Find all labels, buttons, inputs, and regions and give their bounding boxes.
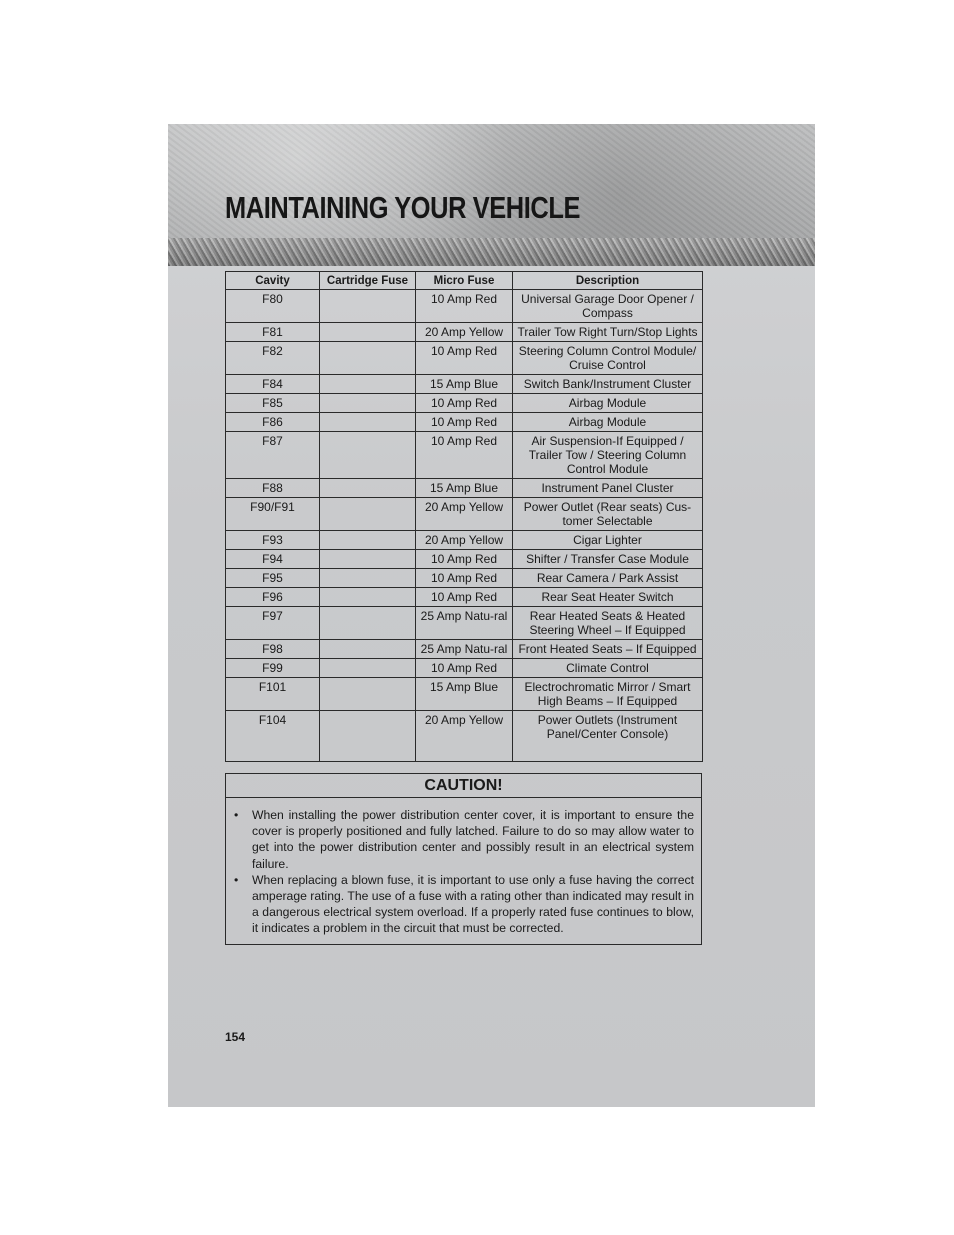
table-row xyxy=(226,290,703,323)
table-row xyxy=(226,375,703,394)
micro-fuse-cell: 15 Amp Blue xyxy=(416,678,513,711)
description-cell: Power Outlets (Instrument Panel/Center Console) xyxy=(513,711,703,762)
table-row xyxy=(226,323,703,342)
cartridge-fuse-cell xyxy=(320,498,416,531)
caution-list xyxy=(226,807,701,937)
micro-fuse-cell: 20 Amp Yellow xyxy=(416,498,513,531)
table-row xyxy=(226,479,703,498)
micro-fuse-cell: 15 Amp Blue xyxy=(416,479,513,498)
cavity-cell: F101 xyxy=(226,678,320,711)
cartridge-fuse-cell xyxy=(320,432,416,479)
caution-item xyxy=(234,872,694,937)
caution-item-text: When replacing a blown fuse, it is important to use only a fuse having the correct amperage rating. The use of a fuse with a rating other than indicated may result in a dangerous electrical system overload. If a properly rated fuse continues to blow, it indicates a problem in the circuit that must be corrected. xyxy=(252,872,694,936)
cavity-cell: F96 xyxy=(226,588,320,607)
micro-fuse-cell: 10 Amp Red xyxy=(416,569,513,588)
description-cell: Rear Camera / Park Assist xyxy=(513,569,703,588)
cavity-cell: F87 xyxy=(226,432,320,479)
column-header-cavity: Cavity xyxy=(226,272,320,290)
description-cell: Rear Heated Seats & Heated Steering Wheel – If Equipped xyxy=(513,607,703,640)
micro-fuse-cell: 20 Amp Yellow xyxy=(416,531,513,550)
cartridge-fuse-cell xyxy=(320,375,416,394)
cartridge-fuse-cell xyxy=(320,413,416,432)
cavity-cell: F88 xyxy=(226,479,320,498)
cavity-cell: F95 xyxy=(226,569,320,588)
header-texture-band xyxy=(168,238,815,266)
caution-item xyxy=(234,807,694,872)
cartridge-fuse-cell xyxy=(320,323,416,342)
micro-fuse-cell: 10 Amp Red xyxy=(416,588,513,607)
micro-fuse-cell: 10 Amp Red xyxy=(416,342,513,375)
micro-fuse-cell: 25 Amp Natu-ral xyxy=(416,607,513,640)
cartridge-fuse-cell xyxy=(320,550,416,569)
description-cell: Power Outlet (Rear seats) Cus-tomer Selectable xyxy=(513,498,703,531)
cavity-cell: F90/F91 xyxy=(226,498,320,531)
description-cell: Steering Column Control Module/ Cruise Control xyxy=(513,342,703,375)
table-row xyxy=(226,342,703,375)
column-header-description: Description xyxy=(513,272,703,290)
cartridge-fuse-cell xyxy=(320,607,416,640)
table-row xyxy=(226,550,703,569)
description-cell: Air Suspension-If Equipped / Trailer Tow / Steering Column Control Module xyxy=(513,432,703,479)
table-row xyxy=(226,531,703,550)
description-cell: Shifter / Transfer Case Module xyxy=(513,550,703,569)
micro-fuse-cell: 10 Amp Red xyxy=(416,550,513,569)
table-row xyxy=(226,640,703,659)
cavity-cell: F93 xyxy=(226,531,320,550)
caution-box xyxy=(225,773,702,945)
cavity-cell: F81 xyxy=(226,323,320,342)
description-cell: Front Heated Seats – If Equipped xyxy=(513,640,703,659)
cartridge-fuse-cell xyxy=(320,711,416,762)
cavity-cell: F85 xyxy=(226,394,320,413)
column-header-cartridge-fuse: Cartridge Fuse xyxy=(320,272,416,290)
cartridge-fuse-cell xyxy=(320,342,416,375)
description-cell: Cigar Lighter xyxy=(513,531,703,550)
description-cell: Climate Control xyxy=(513,659,703,678)
cartridge-fuse-cell xyxy=(320,569,416,588)
bullet-icon: • xyxy=(234,872,239,887)
table-row xyxy=(226,413,703,432)
table-header-row xyxy=(226,272,703,290)
page-number: 154 xyxy=(225,1030,246,1044)
table-row xyxy=(226,569,703,588)
manual-page xyxy=(168,124,815,1107)
micro-fuse-cell: 10 Amp Red xyxy=(416,394,513,413)
cartridge-fuse-cell xyxy=(320,531,416,550)
table-row xyxy=(226,659,703,678)
cartridge-fuse-cell xyxy=(320,290,416,323)
cavity-cell: F94 xyxy=(226,550,320,569)
description-cell: Switch Bank/Instrument Cluster xyxy=(513,375,703,394)
description-cell: Universal Garage Door Opener / Compass xyxy=(513,290,703,323)
table-row xyxy=(226,432,703,479)
micro-fuse-cell: 10 Amp Red xyxy=(416,659,513,678)
micro-fuse-cell: 25 Amp Natu-ral xyxy=(416,640,513,659)
table-row xyxy=(226,394,703,413)
micro-fuse-cell: 10 Amp Red xyxy=(416,413,513,432)
description-cell: Electrochromatic Mirror / Smart High Beams – If Equipped xyxy=(513,678,703,711)
cavity-cell: F84 xyxy=(226,375,320,394)
description-cell: Airbag Module xyxy=(513,394,703,413)
cartridge-fuse-cell xyxy=(320,394,416,413)
fuse-table xyxy=(225,271,703,762)
bullet-icon: • xyxy=(234,808,239,822)
cartridge-fuse-cell xyxy=(320,640,416,659)
cavity-cell: F104 xyxy=(226,711,320,762)
micro-fuse-cell: 20 Amp Yellow xyxy=(416,323,513,342)
table-row xyxy=(226,588,703,607)
table-row xyxy=(226,711,703,762)
micro-fuse-cell: 15 Amp Blue xyxy=(416,375,513,394)
caution-item-text: When installing the power distribution center cover, it is important to ensure the cover is properly positioned and fully latched. Failure to do so may allow water to get into the power distribution center and possibly result in an electrical system failure. xyxy=(252,808,694,871)
micro-fuse-cell: 10 Amp Red xyxy=(416,432,513,479)
page-title: MAINTAINING YOUR VEHICLE xyxy=(225,190,581,225)
column-header-micro-fuse: Micro Fuse xyxy=(416,272,513,290)
cavity-cell: F80 xyxy=(226,290,320,323)
cavity-cell: F82 xyxy=(226,342,320,375)
cartridge-fuse-cell xyxy=(320,588,416,607)
description-cell: Rear Seat Heater Switch xyxy=(513,588,703,607)
cavity-cell: F86 xyxy=(226,413,320,432)
description-cell: Instrument Panel Cluster xyxy=(513,479,703,498)
cavity-cell: F98 xyxy=(226,640,320,659)
micro-fuse-cell: 10 Amp Red xyxy=(416,290,513,323)
table-row xyxy=(226,678,703,711)
micro-fuse-cell: 20 Amp Yellow xyxy=(416,711,513,762)
fuse-table-body xyxy=(226,290,703,762)
cartridge-fuse-cell xyxy=(320,479,416,498)
cavity-cell: F97 xyxy=(226,607,320,640)
cavity-cell: F99 xyxy=(226,659,320,678)
cartridge-fuse-cell xyxy=(320,678,416,711)
cartridge-fuse-cell xyxy=(320,659,416,678)
table-row xyxy=(226,498,703,531)
caution-title: CAUTION! xyxy=(226,774,701,798)
description-cell: Airbag Module xyxy=(513,413,703,432)
description-cell: Trailer Tow Right Turn/Stop Lights xyxy=(513,323,703,342)
table-row xyxy=(226,607,703,640)
header-banner xyxy=(168,124,815,238)
